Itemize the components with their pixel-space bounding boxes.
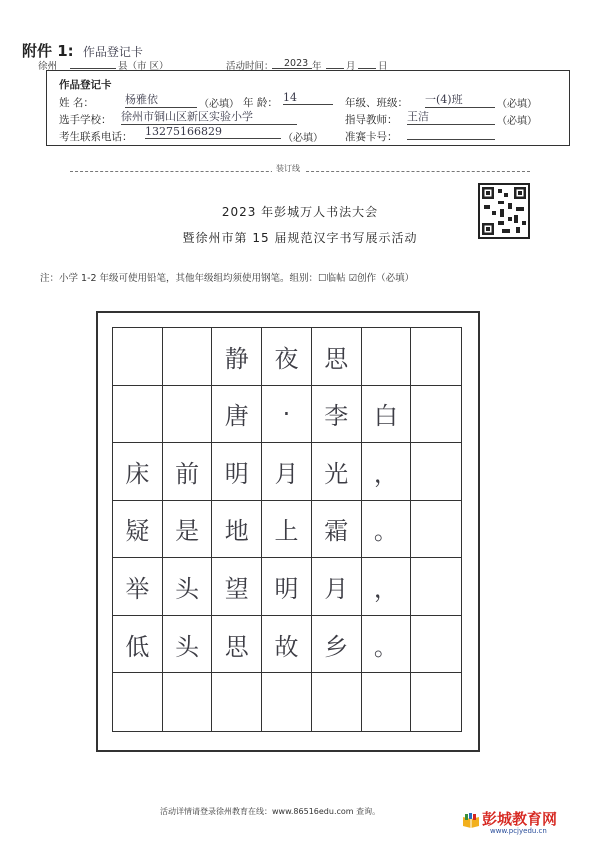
grid-cell: ， [362,558,412,616]
grid-cell [411,616,461,674]
grid-cell: 头 [163,616,213,674]
grid-cell: ， [362,443,412,501]
grid-cell [362,673,412,731]
phone-required: （必填） [283,133,323,144]
school-label: 选手学校： [59,114,112,126]
activity-time-label: 活动时间： [226,61,274,72]
day-unit: 日 [378,61,388,72]
grid-cell: 霜 [312,501,362,559]
name-required: （必填） [199,99,239,110]
writing-grid [112,327,462,732]
ticket-field[interactable] [407,139,495,140]
grid-cell [362,328,412,386]
county-label: 县（市 区） [118,61,169,72]
phone-label: 考生联系电话： [59,131,133,143]
grid-cell [411,386,461,444]
grid-cell: 明 [262,558,312,616]
grid-cell: 低 [113,616,163,674]
grade-field[interactable]: 一(4)班 [425,91,495,108]
phone-field[interactable]: 13275166829 [145,125,281,139]
grid-cell [163,328,213,386]
grid-cell [163,386,213,444]
footer-text: 活动详情请登录徐州教育在线：www.86516edu.com 查询。 [160,807,381,816]
grid-cell [113,328,163,386]
grid-cell [312,673,362,731]
grid-cell: 故 [262,616,312,674]
grid-cell: 。 [362,501,412,559]
grid-cell [212,673,262,731]
event-title-line1: 2023 年彭城万人书法大会 [221,205,379,219]
event-title-line2: 暨徐州市第 15 届规范汉字书写展示活动 [182,231,418,245]
site-logo [462,808,582,840]
grid-cell: 。 [362,616,412,674]
grid-cell: 地 [212,501,262,559]
grid-cell [163,673,213,731]
attachment-title: 附件 1: 作品登记卡 [22,42,143,60]
logo-url: www.pcjyedu.cn [490,827,547,835]
teacher-label: 指导教师： [345,114,398,126]
grid-cell [411,328,461,386]
grid-cell: 思 [312,328,362,386]
grid-cell [411,558,461,616]
teacher-required: （必填） [497,116,537,127]
grid-cell: 光 [312,443,362,501]
grid-cell: · [262,386,312,444]
age-field[interactable]: 14 [283,91,333,105]
logo-name: 彭城教育网 [482,810,558,828]
city-label: 徐州 [38,61,58,72]
grid-cell [411,501,461,559]
card-title: 作品登记卡 [59,79,112,91]
grid-cell: 月 [262,443,312,501]
year-unit: 年 [312,61,322,72]
grid-cell: 疑 [113,501,163,559]
grid-cell [262,673,312,731]
books-icon [462,812,480,830]
grid-cell: 唐 [212,386,262,444]
instructions-note: 注：小学 1-2 年级可使用铅笔，其他年级组均须使用钢笔。组别：☐临帖 ☑创作（必填） [40,273,415,284]
grid-cell [113,386,163,444]
month-unit: 月 [346,61,356,72]
grade-label: 年级、班级： [345,97,408,109]
name-field[interactable]: 杨雅依 [125,91,197,108]
grid-cell: 夜 [262,328,312,386]
grid-cell: 是 [163,501,213,559]
grid-cell: 思 [212,616,262,674]
grid-cell: 上 [262,501,312,559]
grid-cell [411,443,461,501]
activity-year: 2023 [284,58,309,69]
name-label: 姓 名： [59,97,94,109]
grid-cell: 前 [163,443,213,501]
grid-cell: 李 [312,386,362,444]
grid-cell: 乡 [312,616,362,674]
grid-cell: 头 [163,558,213,616]
grid-cell [411,673,461,731]
grid-cell: 床 [113,443,163,501]
grid-cell: 白 [362,386,412,444]
ticket-label: 准赛卡号： [345,131,398,143]
grid-cell: 举 [113,558,163,616]
teacher-field[interactable]: 王洁 [407,108,495,125]
school-field[interactable]: 徐州市铜山区新区实验小学 [121,108,297,125]
grid-cell: 望 [212,558,262,616]
registration-card [46,70,570,146]
grade-required: （必填） [497,99,537,110]
grid-cell: 明 [212,443,262,501]
grid-cell: 月 [312,558,362,616]
age-label: 年 龄： [243,97,278,109]
binding-line-label: 装订线 [272,163,304,174]
grid-cell [113,673,163,731]
attachment-card-title: 作品登记卡 [82,45,143,59]
grid-cell: 静 [212,328,262,386]
